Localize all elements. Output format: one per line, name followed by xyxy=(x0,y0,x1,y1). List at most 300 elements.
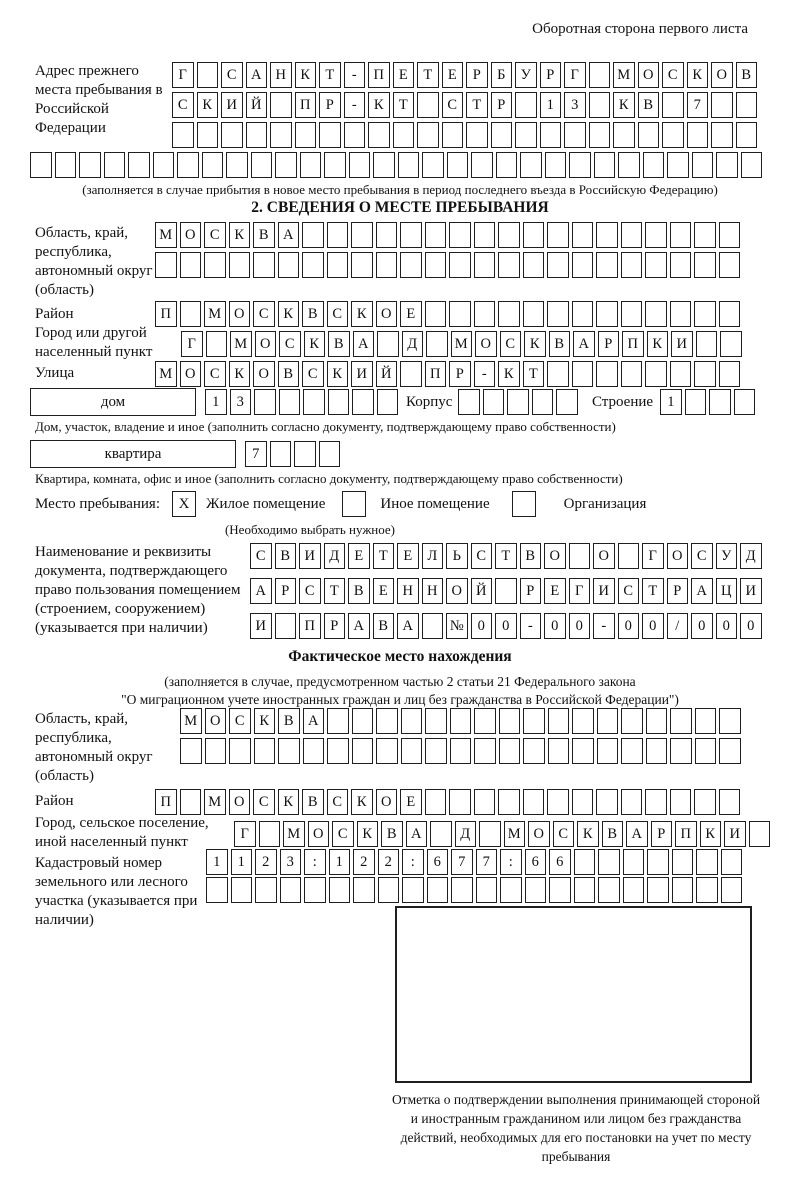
form-cell[interactable] xyxy=(662,92,684,118)
form-cell[interactable]: С xyxy=(172,92,194,118)
form-cell[interactable] xyxy=(597,738,619,764)
form-cell[interactable] xyxy=(344,122,366,148)
form-cell[interactable] xyxy=(55,152,77,178)
form-cell[interactable]: И xyxy=(724,821,746,847)
form-cell[interactable]: О xyxy=(638,62,660,88)
form-cell[interactable] xyxy=(128,152,150,178)
form-cell[interactable]: С xyxy=(253,301,275,327)
form-cell[interactable] xyxy=(523,738,545,764)
form-cell[interactable] xyxy=(670,252,692,278)
form-cell[interactable] xyxy=(548,738,570,764)
form-cell[interactable] xyxy=(741,152,763,178)
form-cell[interactable] xyxy=(709,389,731,415)
form-cell[interactable]: Е xyxy=(400,789,422,815)
form-cell[interactable] xyxy=(556,389,578,415)
form-cell[interactable] xyxy=(638,122,660,148)
form-cell[interactable] xyxy=(30,152,52,178)
form-cell[interactable] xyxy=(670,222,692,248)
form-cell[interactable] xyxy=(596,252,618,278)
form-cell[interactable] xyxy=(621,789,643,815)
form-cell[interactable] xyxy=(719,252,741,278)
form-cell[interactable]: 6 xyxy=(427,849,449,875)
form-cell[interactable] xyxy=(172,122,194,148)
form-cell[interactable] xyxy=(302,222,324,248)
form-cell[interactable]: А xyxy=(246,62,268,88)
form-cell[interactable]: 7 xyxy=(245,441,267,467)
form-cell[interactable] xyxy=(471,152,493,178)
form-cell[interactable] xyxy=(373,152,395,178)
form-cell[interactable] xyxy=(695,738,717,764)
form-cell[interactable]: И xyxy=(593,578,615,604)
form-cell[interactable] xyxy=(294,441,316,467)
form-cell[interactable] xyxy=(450,738,472,764)
form-cell[interactable] xyxy=(259,821,281,847)
form-cell[interactable] xyxy=(694,301,716,327)
form-cell[interactable] xyxy=(498,222,520,248)
form-cell[interactable] xyxy=(426,331,448,357)
form-cell[interactable] xyxy=(645,789,667,815)
form-cell[interactable] xyxy=(716,152,738,178)
form-cell[interactable] xyxy=(736,92,758,118)
form-cell[interactable] xyxy=(449,222,471,248)
form-cell[interactable] xyxy=(427,877,449,903)
form-cell[interactable]: 0 xyxy=(618,613,640,639)
form-cell[interactable]: К xyxy=(351,789,373,815)
form-cell[interactable] xyxy=(547,301,569,327)
form-cell[interactable]: К xyxy=(278,789,300,815)
form-cell[interactable]: К xyxy=(368,92,390,118)
form-cell[interactable] xyxy=(643,152,665,178)
form-cell[interactable] xyxy=(425,789,447,815)
form-cell[interactable]: О xyxy=(528,821,550,847)
form-cell[interactable] xyxy=(523,789,545,815)
form-cell[interactable] xyxy=(177,152,199,178)
form-cell[interactable]: А xyxy=(303,708,325,734)
form-cell[interactable] xyxy=(719,361,741,387)
form-cell[interactable] xyxy=(598,849,620,875)
form-cell[interactable] xyxy=(351,222,373,248)
form-cell[interactable] xyxy=(525,877,547,903)
form-cell[interactable]: Д xyxy=(402,331,424,357)
form-cell[interactable]: К xyxy=(613,92,635,118)
form-cell[interactable] xyxy=(589,62,611,88)
form-cell[interactable]: К xyxy=(304,331,326,357)
form-cell[interactable] xyxy=(204,252,226,278)
form-cell[interactable] xyxy=(229,738,251,764)
form-cell[interactable] xyxy=(449,252,471,278)
form-cell[interactable]: : xyxy=(500,849,522,875)
form-cell[interactable]: / xyxy=(667,613,689,639)
form-cell[interactable]: Р xyxy=(491,92,513,118)
form-cell[interactable]: В xyxy=(520,543,542,569)
form-cell[interactable] xyxy=(621,252,643,278)
form-cell[interactable] xyxy=(491,122,513,148)
form-cell[interactable]: 0 xyxy=(569,613,591,639)
form-cell[interactable] xyxy=(685,389,707,415)
stay-option-residential-checkbox[interactable]: X xyxy=(172,491,196,517)
form-cell[interactable]: 0 xyxy=(642,613,664,639)
form-cell[interactable]: 2 xyxy=(353,849,375,875)
form-cell[interactable]: В xyxy=(736,62,758,88)
form-cell[interactable]: 7 xyxy=(687,92,709,118)
form-cell[interactable] xyxy=(474,222,496,248)
form-cell[interactable]: С xyxy=(229,708,251,734)
form-cell[interactable]: С xyxy=(691,543,713,569)
form-cell[interactable]: К xyxy=(351,301,373,327)
form-cell[interactable] xyxy=(495,578,517,604)
form-cell[interactable]: 1 xyxy=(231,849,253,875)
form-cell[interactable]: Е xyxy=(544,578,566,604)
form-cell[interactable] xyxy=(547,252,569,278)
form-cell[interactable]: М xyxy=(283,821,305,847)
form-cell[interactable] xyxy=(402,877,424,903)
form-cell[interactable] xyxy=(229,252,251,278)
form-cell[interactable] xyxy=(694,361,716,387)
form-cell[interactable]: С xyxy=(500,331,522,357)
form-cell[interactable]: С xyxy=(471,543,493,569)
form-cell[interactable]: Т xyxy=(495,543,517,569)
form-cell[interactable]: П xyxy=(675,821,697,847)
form-cell[interactable]: К xyxy=(295,62,317,88)
form-cell[interactable]: И xyxy=(671,331,693,357)
form-cell[interactable] xyxy=(736,122,758,148)
form-cell[interactable] xyxy=(349,152,371,178)
form-cell[interactable] xyxy=(254,738,276,764)
form-cell[interactable]: А xyxy=(573,331,595,357)
form-cell[interactable]: 1 xyxy=(660,389,682,415)
form-cell[interactable] xyxy=(647,849,669,875)
form-cell[interactable] xyxy=(499,738,521,764)
form-cell[interactable] xyxy=(400,361,422,387)
form-cell[interactable]: 1 xyxy=(540,92,562,118)
form-cell[interactable]: Н xyxy=(270,62,292,88)
form-cell[interactable] xyxy=(498,252,520,278)
form-cell[interactable] xyxy=(618,152,640,178)
form-cell[interactable] xyxy=(574,877,596,903)
form-cell[interactable]: П xyxy=(155,789,177,815)
form-cell[interactable] xyxy=(253,252,275,278)
form-cell[interactable]: К xyxy=(254,708,276,734)
form-cell[interactable]: А xyxy=(250,578,272,604)
form-cell[interactable]: Т xyxy=(466,92,488,118)
form-cell[interactable] xyxy=(79,152,101,178)
form-cell[interactable]: Е xyxy=(397,543,419,569)
form-cell[interactable] xyxy=(255,877,277,903)
form-cell[interactable]: А xyxy=(278,222,300,248)
form-cell[interactable]: В xyxy=(278,708,300,734)
form-cell[interactable]: К xyxy=(687,62,709,88)
form-cell[interactable]: 0 xyxy=(740,613,762,639)
form-cell[interactable]: У xyxy=(716,543,738,569)
form-cell[interactable] xyxy=(596,789,618,815)
form-cell[interactable] xyxy=(425,738,447,764)
form-cell[interactable] xyxy=(646,738,668,764)
form-cell[interactable] xyxy=(474,301,496,327)
form-cell[interactable]: О xyxy=(711,62,733,88)
form-cell[interactable] xyxy=(596,301,618,327)
form-cell[interactable]: С xyxy=(279,331,301,357)
form-cell[interactable]: 6 xyxy=(525,849,547,875)
form-cell[interactable] xyxy=(400,222,422,248)
form-cell[interactable] xyxy=(300,152,322,178)
form-cell[interactable] xyxy=(270,92,292,118)
form-cell[interactable] xyxy=(483,389,505,415)
form-cell[interactable] xyxy=(532,389,554,415)
form-cell[interactable]: Г xyxy=(181,331,203,357)
form-cell[interactable]: К xyxy=(229,222,251,248)
form-cell[interactable]: О xyxy=(253,361,275,387)
form-cell[interactable]: С xyxy=(204,361,226,387)
form-cell[interactable]: К xyxy=(357,821,379,847)
form-cell[interactable] xyxy=(155,252,177,278)
form-cell[interactable] xyxy=(398,152,420,178)
form-cell[interactable]: Т xyxy=(319,62,341,88)
form-cell[interactable] xyxy=(621,708,643,734)
form-cell[interactable] xyxy=(670,361,692,387)
form-cell[interactable]: Т xyxy=(523,361,545,387)
stay-option-organization-checkbox[interactable] xyxy=(512,491,536,517)
form-cell[interactable] xyxy=(180,738,202,764)
form-cell[interactable] xyxy=(401,738,423,764)
form-cell[interactable]: И xyxy=(299,543,321,569)
form-cell[interactable]: А xyxy=(406,821,428,847)
form-cell[interactable]: - xyxy=(344,62,366,88)
form-cell[interactable] xyxy=(153,152,175,178)
form-cell[interactable] xyxy=(646,708,668,734)
form-cell[interactable] xyxy=(618,543,640,569)
form-cell[interactable]: О xyxy=(667,543,689,569)
form-cell[interactable]: О xyxy=(544,543,566,569)
form-cell[interactable]: Й xyxy=(246,92,268,118)
form-cell[interactable] xyxy=(721,849,743,875)
form-cell[interactable]: Т xyxy=(642,578,664,604)
form-cell[interactable]: 0 xyxy=(471,613,493,639)
form-cell[interactable]: 3 xyxy=(280,849,302,875)
form-cell[interactable] xyxy=(327,252,349,278)
form-cell[interactable]: А xyxy=(626,821,648,847)
form-cell[interactable] xyxy=(319,441,341,467)
form-cell[interactable] xyxy=(447,152,469,178)
form-cell[interactable] xyxy=(304,877,326,903)
form-cell[interactable]: Т xyxy=(417,62,439,88)
form-cell[interactable]: Г xyxy=(642,543,664,569)
form-cell[interactable] xyxy=(368,122,390,148)
form-cell[interactable]: А xyxy=(691,578,713,604)
form-cell[interactable]: Л xyxy=(422,543,444,569)
form-cell[interactable] xyxy=(378,877,400,903)
form-cell[interactable]: С xyxy=(253,789,275,815)
form-cell[interactable]: 0 xyxy=(716,613,738,639)
form-cell[interactable] xyxy=(662,122,684,148)
form-cell[interactable]: А xyxy=(348,613,370,639)
form-cell[interactable] xyxy=(670,738,692,764)
form-cell[interactable] xyxy=(692,152,714,178)
form-cell[interactable] xyxy=(594,152,616,178)
form-cell[interactable] xyxy=(329,877,351,903)
form-cell[interactable] xyxy=(696,849,718,875)
form-cell[interactable]: Г xyxy=(564,62,586,88)
form-cell[interactable]: П xyxy=(425,361,447,387)
form-cell[interactable]: Е xyxy=(348,543,370,569)
form-cell[interactable]: С xyxy=(204,222,226,248)
form-cell[interactable] xyxy=(425,708,447,734)
form-cell[interactable] xyxy=(672,849,694,875)
form-cell[interactable]: К xyxy=(498,361,520,387)
form-cell[interactable] xyxy=(279,389,301,415)
form-cell[interactable]: Д xyxy=(455,821,477,847)
form-cell[interactable]: Н xyxy=(397,578,419,604)
form-cell[interactable] xyxy=(621,738,643,764)
form-cell[interactable] xyxy=(613,122,635,148)
form-cell[interactable] xyxy=(324,152,346,178)
form-cell[interactable] xyxy=(572,252,594,278)
form-cell[interactable] xyxy=(430,821,452,847)
form-cell[interactable] xyxy=(596,222,618,248)
form-cell[interactable] xyxy=(719,301,741,327)
form-cell[interactable]: К xyxy=(327,361,349,387)
form-cell[interactable] xyxy=(401,708,423,734)
form-cell[interactable] xyxy=(180,252,202,278)
form-cell[interactable]: С xyxy=(250,543,272,569)
form-cell[interactable] xyxy=(547,222,569,248)
form-cell[interactable] xyxy=(226,152,248,178)
form-cell[interactable]: С xyxy=(332,821,354,847)
form-cell[interactable] xyxy=(303,738,325,764)
form-cell[interactable] xyxy=(422,613,444,639)
form-cell[interactable] xyxy=(564,122,586,148)
form-cell[interactable]: 1 xyxy=(329,849,351,875)
form-cell[interactable]: В xyxy=(302,789,324,815)
form-cell[interactable] xyxy=(328,389,350,415)
form-cell[interactable] xyxy=(400,252,422,278)
form-cell[interactable] xyxy=(645,361,667,387)
form-cell[interactable]: Д xyxy=(324,543,346,569)
form-cell[interactable]: Й xyxy=(376,361,398,387)
form-cell[interactable] xyxy=(719,708,741,734)
form-cell[interactable] xyxy=(104,152,126,178)
form-cell[interactable]: М xyxy=(613,62,635,88)
form-cell[interactable]: Е xyxy=(442,62,464,88)
form-cell[interactable]: К xyxy=(197,92,219,118)
form-cell[interactable] xyxy=(719,738,741,764)
form-cell[interactable] xyxy=(540,122,562,148)
form-cell[interactable] xyxy=(466,122,488,148)
form-cell[interactable]: К xyxy=(700,821,722,847)
form-cell[interactable]: Т xyxy=(324,578,346,604)
form-cell[interactable] xyxy=(474,738,496,764)
form-cell[interactable] xyxy=(621,301,643,327)
form-cell[interactable]: Г xyxy=(569,578,591,604)
form-cell[interactable]: П xyxy=(155,301,177,327)
form-cell[interactable] xyxy=(694,789,716,815)
form-cell[interactable] xyxy=(449,301,471,327)
form-cell[interactable] xyxy=(719,222,741,248)
form-cell[interactable] xyxy=(197,122,219,148)
form-cell[interactable]: П xyxy=(299,613,321,639)
form-cell[interactable] xyxy=(202,152,224,178)
form-cell[interactable]: 7 xyxy=(476,849,498,875)
form-cell[interactable]: - xyxy=(474,361,496,387)
form-cell[interactable] xyxy=(278,252,300,278)
form-cell[interactable] xyxy=(572,738,594,764)
form-cell[interactable]: 2 xyxy=(378,849,400,875)
form-cell[interactable]: М xyxy=(204,789,226,815)
form-cell[interactable]: Р xyxy=(275,578,297,604)
form-cell[interactable] xyxy=(352,389,374,415)
form-cell[interactable]: Р xyxy=(449,361,471,387)
form-cell[interactable]: М xyxy=(504,821,526,847)
form-cell[interactable]: М xyxy=(155,222,177,248)
form-cell[interactable] xyxy=(376,252,398,278)
form-cell[interactable] xyxy=(523,222,545,248)
form-cell[interactable] xyxy=(500,877,522,903)
form-cell[interactable] xyxy=(458,389,480,415)
form-cell[interactable] xyxy=(479,821,501,847)
form-cell[interactable] xyxy=(254,389,276,415)
form-cell[interactable] xyxy=(696,331,718,357)
form-cell[interactable]: К xyxy=(577,821,599,847)
form-cell[interactable]: В xyxy=(602,821,624,847)
form-cell[interactable] xyxy=(319,122,341,148)
form-cell[interactable] xyxy=(450,708,472,734)
form-cell[interactable]: 0 xyxy=(691,613,713,639)
form-cell[interactable]: Ь xyxy=(446,543,468,569)
form-cell[interactable]: О xyxy=(229,789,251,815)
form-cell[interactable]: Б xyxy=(491,62,513,88)
form-cell[interactable] xyxy=(569,152,591,178)
stay-option-other-checkbox[interactable] xyxy=(342,491,366,517)
form-cell[interactable]: К xyxy=(229,361,251,387)
form-cell[interactable] xyxy=(645,252,667,278)
form-cell[interactable] xyxy=(376,708,398,734)
form-cell[interactable] xyxy=(734,389,756,415)
form-cell[interactable] xyxy=(515,92,537,118)
form-cell[interactable] xyxy=(206,331,228,357)
form-cell[interactable] xyxy=(425,222,447,248)
form-cell[interactable] xyxy=(496,152,518,178)
form-cell[interactable] xyxy=(598,877,620,903)
form-cell[interactable] xyxy=(180,789,202,815)
form-cell[interactable]: О xyxy=(475,331,497,357)
form-cell[interactable]: В xyxy=(253,222,275,248)
form-cell[interactable]: Г xyxy=(234,821,256,847)
form-cell[interactable] xyxy=(352,738,374,764)
form-cell[interactable] xyxy=(596,361,618,387)
form-cell[interactable]: 3 xyxy=(230,389,252,415)
form-cell[interactable] xyxy=(523,301,545,327)
form-cell[interactable] xyxy=(549,877,571,903)
form-cell[interactable] xyxy=(422,152,444,178)
form-cell[interactable] xyxy=(376,222,398,248)
form-cell[interactable] xyxy=(278,738,300,764)
form-cell[interactable] xyxy=(696,877,718,903)
form-cell[interactable]: А xyxy=(353,331,375,357)
form-cell[interactable]: И xyxy=(351,361,373,387)
form-cell[interactable] xyxy=(393,122,415,148)
form-cell[interactable]: Р xyxy=(667,578,689,604)
form-cell[interactable]: Р xyxy=(466,62,488,88)
form-cell[interactable] xyxy=(275,152,297,178)
form-cell[interactable]: № xyxy=(446,613,468,639)
form-cell[interactable] xyxy=(548,708,570,734)
form-cell[interactable] xyxy=(180,301,202,327)
form-cell[interactable]: Д xyxy=(740,543,762,569)
form-cell[interactable]: М xyxy=(451,331,473,357)
form-cell[interactable]: В xyxy=(348,578,370,604)
form-cell[interactable] xyxy=(523,252,545,278)
form-cell[interactable] xyxy=(597,708,619,734)
form-cell[interactable]: И xyxy=(740,578,762,604)
